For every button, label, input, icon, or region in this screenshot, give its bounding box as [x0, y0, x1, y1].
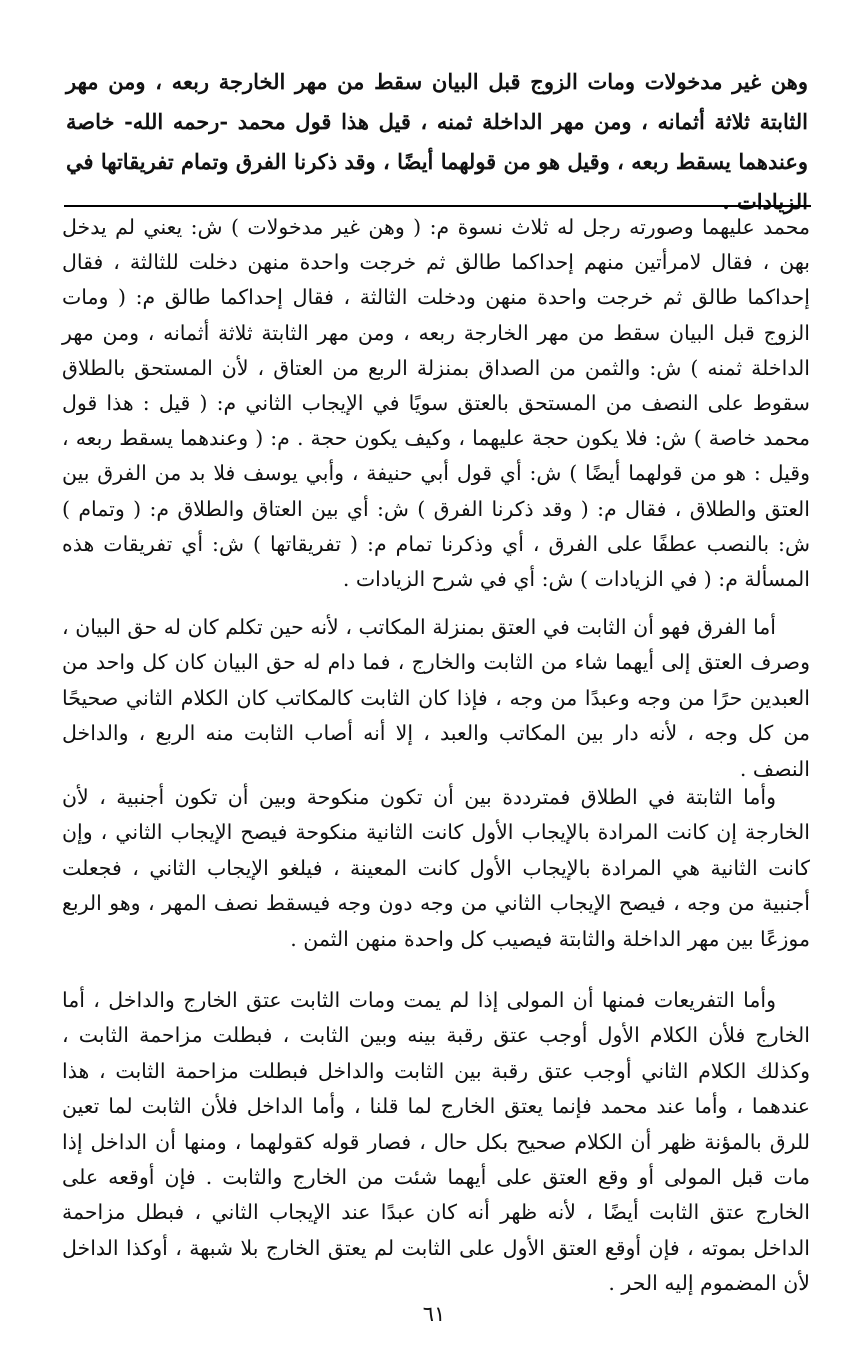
page-number: ٦١: [422, 1302, 446, 1326]
main-text-matn: وهن غير مدخولات ومات الزوج قبل البيان سقط من مهر الخارجة ربعه ، ومن مهر الثابتة ثلاثة أثمانه ، ومن مهر الداخلة ثمنه ، قيل هذا قول محمد -رحمه الله- خاصة وعندهما يسقط ربعه ، وقيل هو من قولهما أيضًا ، وقد ذكرنا الفرق وتمام تفريقاتها في الزيادات .: [66, 69, 808, 214]
body-section-1: [62, 610, 810, 787]
body-section-3: [62, 983, 810, 1302]
commentary-paragraph: محمد عليهما وصورته رجل له ثلاث نسوة م: ( وهن غير مدخولات ) ش: يعني لم يدخل بهن ، فقال لامرأتين منهم إحداكما طالق ثم خرجت واحدة منهن دخلت للثالثة ، فقال إحداكما طالق ثم خرجت واحدة منهن ودخلت الثالثة ، فقال إحداكما طالق م: ( ومات الزوج قبل البيان سقط من مهر الخارجة ربعه ، ومن مهر الثابتة ثلاثة أثمانه ، ومن مهر الداخلة ثمنه ) ش: والثمن من الصداق بمنزلة الربع من العتاق ، لأن المستحق بالطلاق سقوط على النصف من المستحق بالعتق سويًا في الإيجاب الثاني م: ( قيل : هذا قول محمد خاصة ) ش: فلا يكون حجة عليهما ، وكيف يكون حجة . م: ( وعندهما يسقط ربعه ، وقيل : هو من قولهما أيضًا ) ش: أي قول أبي حنيفة ، وأبي يوسف فلا بد من الفرق بين العتق والطلاق ، فقال م: ( وقد ذكرنا الفرق ) ش: أي بين العتاق والطلاق م: ( وتمام ) ش: بالنصب عطفًا على الفرق ، أي وذكرنا تمام م: ( تفريقاتها ) ش: أي تفريقات هذه المسألة م: ( في الزيادات ) ش: أي في شرح الزيادات .: [62, 215, 810, 592]
commentary-sharh: [62, 210, 810, 597]
body-paragraph: أما الفرق فهو أن الثابت في العتق بمنزلة المكاتب ، لأنه حين تكلم كان له حق البيان ، وصرف العتق إلى أيهما شاء من الثابت والخارج ، فما دام له حق البيان كان كل واحد من العبدين حرًا من وجه وعبدًا من وجه ، فإذا كان الثابت كالمكاتب كان الكلام الثاني صحيحًا من كل وجه ، لأنه دار بين المكاتب والعبد ، إلا أنه أصاب الثابت منه الربع ، والداخل النصف .: [62, 615, 810, 781]
body-paragraph: وأما الثابتة في الطلاق فمترددة بين أن تكون منكوحة وبين أن تكون أجنبية ، لأن الخارجة إن كانت المرادة بالإيجاب الأول كانت الثانية منكوحة فيصح الإيجاب الثاني ، وإن كانت الثانية هي المرادة بالإيجاب الأول كانت المعينة ، فيلغو الإيجاب الثاني ، فجعلت أجنبية من وجه ، فيصح الإيجاب الثاني من وجه دون وجه فيسقط نصف المهر ، وهو الربع موزعًا بين مهر الداخلة والثابتة فيصيب كل واحدة منهن الثمن .: [62, 785, 810, 951]
separator-line: [64, 205, 811, 207]
body-section-2: [62, 780, 810, 957]
body-paragraph: وأما التفريعات فمنها أن المولى إذا لم يمت ومات الثابت عتق الخارج والداخل ، أما الخارج فلأن الكلام الأول أوجب عتق رقبة بينه وبين الثابت ، فبطلت مزاحمة الثابت ، وكذلك الكلام الثاني أوجب عتق رقبة بين الثابت والداخل فبطلت مزاحمة الثابت ، هذا عندهما ، وأما عند محمد فإنما يعتق الخارج لما قلنا ، وأما الداخل فلأن الثابت لما تعين للرق بالمؤنة ظهر أن الكلام صحيح بكل حال ، فصار قوله كقولهما ، ومنها أن الداخل إذا مات قبل المولى أو وقع العتق على أيهما شئت من الخارج والثابت . فإن أوقعه على الخارج عتق الثابت أيضًا ، لأنه ظهر أنه كان عبدًا عند الإيجاب الثاني ، فبطل مزاحمة الداخل بموته ، فإن أوقع العتق الأول على الثابت لم يعتق الخارج بلا شبهة ، أوكذا الداخل لأن المضموم إليه الحر .: [62, 988, 810, 1296]
